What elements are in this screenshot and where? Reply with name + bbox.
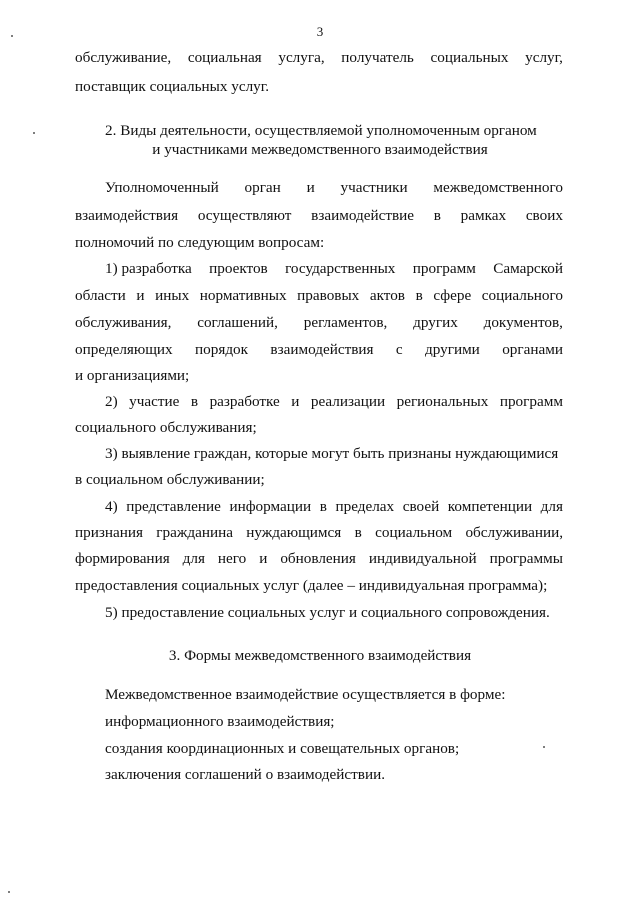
scan-speck: [11, 35, 13, 37]
item-2-line-2: социального обслуживания;: [75, 419, 257, 436]
word: региональных: [396, 393, 489, 410]
section-2-para-line-2: [75, 206, 563, 226]
item-1-line-3: [75, 313, 563, 333]
word: взаимодействие: [311, 207, 414, 224]
word: взаимодействия: [75, 207, 179, 224]
word: представление: [126, 498, 221, 515]
word: орган: [244, 179, 281, 196]
word: органами: [502, 341, 563, 358]
intro-line-2: поставщик социальных услуг.: [75, 78, 270, 95]
section-3-heading: 3. Формы межведомственного взаимодействия: [168, 647, 472, 664]
word: программы: [489, 550, 563, 567]
word: программ: [499, 393, 563, 410]
item-3-line-2: в социальном обслуживании;: [75, 471, 265, 488]
word: для: [182, 550, 205, 567]
word: обслуживании,: [465, 524, 563, 541]
word: обслуживание,: [75, 49, 172, 66]
word: 2): [105, 393, 118, 410]
scan-speck: [33, 132, 35, 134]
word: своей: [402, 498, 440, 515]
item-4-line-3: [75, 549, 563, 569]
word: проектов: [209, 260, 268, 277]
item-4-line-1: [105, 497, 563, 517]
word: в: [354, 524, 362, 541]
item-1-line-5: и организациями;: [75, 367, 190, 384]
word: нуждающимся: [246, 524, 342, 541]
word: социального: [481, 287, 563, 304]
word: нормативных: [199, 287, 287, 304]
section-3-line-4: заключения соглашений о взаимодействии.: [105, 766, 386, 783]
page-number: 3: [316, 24, 324, 39]
section-2-para-line-3: полномочий по следующим вопросам:: [75, 234, 325, 251]
word: и: [291, 393, 300, 410]
word: порядок: [195, 341, 249, 358]
scan-speck: [543, 746, 545, 748]
word: осуществляют: [197, 207, 292, 224]
word: получатель: [341, 49, 414, 66]
word: актов: [369, 287, 405, 304]
item-2-line-1: [105, 392, 563, 412]
word: обновления: [280, 550, 356, 567]
word: участие: [129, 393, 180, 410]
word: государственных: [285, 260, 396, 277]
word: других: [413, 314, 458, 331]
word: 1) разработка: [105, 260, 192, 277]
word: 4): [105, 498, 118, 515]
section-3-line-1: Межведомственное взаимодействие осуществляется в форме:: [105, 686, 506, 703]
word: своих: [525, 207, 563, 224]
word: сфере: [433, 287, 472, 304]
word: межведомственного: [433, 179, 563, 196]
item-5-line-1: 5) предоставление социальных услуг и социального сопровождения.: [105, 604, 550, 621]
word: Самарской: [493, 260, 563, 277]
word: иных: [155, 287, 190, 304]
word: социальном: [375, 524, 453, 541]
word: информации: [229, 498, 312, 515]
word: компетенции: [447, 498, 533, 515]
word: в: [415, 287, 423, 304]
word: индивидуальной: [368, 550, 477, 567]
word: взаимодействия: [270, 341, 374, 358]
word: и: [259, 550, 268, 567]
item-1-line-1: [105, 259, 563, 279]
word: регламентов,: [303, 314, 388, 331]
item-1-line-4: [75, 340, 563, 360]
word: соглашений,: [197, 314, 278, 331]
word: области: [75, 287, 126, 304]
word: социальная: [187, 49, 262, 66]
item-4-line-4: предоставления социальных услуг (далее – индивидуальная программа);: [75, 577, 548, 594]
word: Уполномоченный: [105, 179, 219, 196]
word: услуга,: [278, 49, 325, 66]
word: разработке: [209, 393, 280, 410]
item-4-line-2: [75, 523, 563, 543]
word: и: [306, 179, 315, 196]
scan-speck: [8, 891, 10, 893]
word: пределах: [335, 498, 395, 515]
word: реализации: [310, 393, 386, 410]
word: участники: [340, 179, 408, 196]
intro-line-1: [75, 48, 563, 68]
section-2-heading-line-1: 2. Виды деятельности, осуществляемой уполномоченным органом: [105, 122, 537, 139]
item-1-line-2: [75, 286, 563, 306]
word: рамках: [460, 207, 507, 224]
word: признания: [75, 524, 143, 541]
word: с: [395, 341, 403, 358]
word: гражданина: [156, 524, 233, 541]
word: для: [540, 498, 563, 515]
section-2-para-line-1: [105, 178, 563, 198]
word: формирования: [75, 550, 170, 567]
word: в: [433, 207, 441, 224]
word: и: [136, 287, 145, 304]
word: правовых: [297, 287, 360, 304]
section-3-line-2: информационного взаимодействия;: [105, 713, 335, 730]
section-2-heading-line-2: и участниками межведомственного взаимодействия: [152, 141, 488, 158]
section-3-line-3: создания координационных и совещательных органов;: [105, 740, 460, 757]
word: другими: [425, 341, 480, 358]
word: обслуживания,: [75, 314, 172, 331]
word: программ: [412, 260, 476, 277]
word: него: [217, 550, 247, 567]
word: документов,: [483, 314, 563, 331]
word: услуг,: [525, 49, 563, 66]
word: определяющих: [75, 341, 173, 358]
word: в: [319, 498, 327, 515]
item-3-line-1: 3) выявление граждан, которые могут быть признаны нуждающимися: [105, 445, 559, 462]
word: в: [190, 393, 199, 410]
word: социальных: [430, 49, 509, 66]
